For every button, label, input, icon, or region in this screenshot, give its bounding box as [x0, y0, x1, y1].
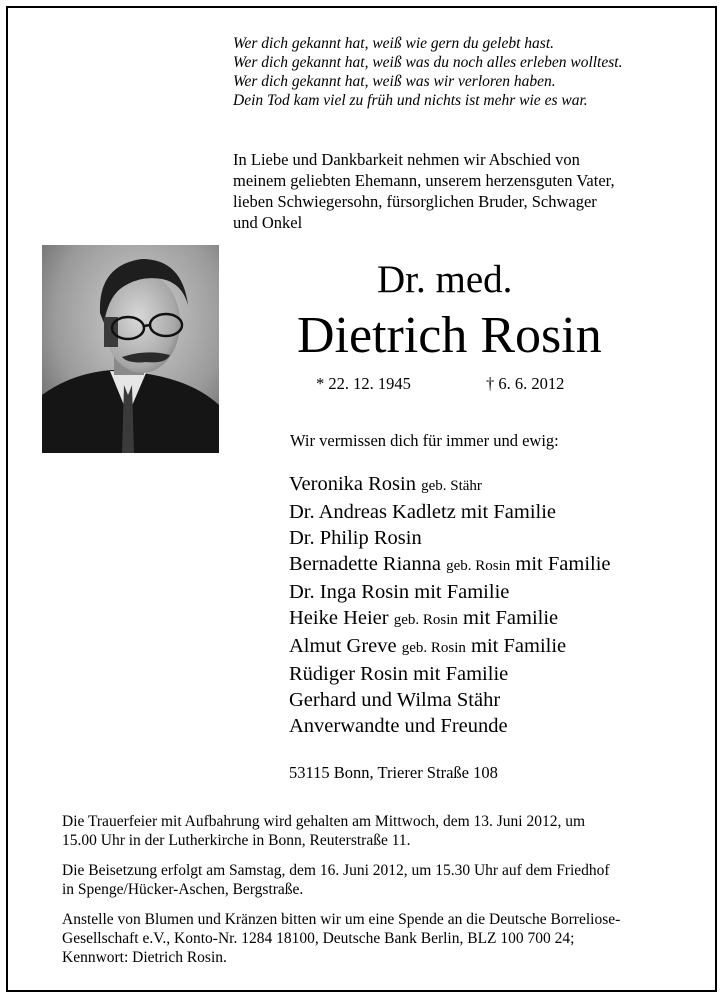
family-name: Rüdiger Rosin mit Familie: [289, 663, 509, 685]
list-item: [289, 605, 611, 633]
family-list: [289, 471, 611, 739]
portrait-illustration: [42, 245, 219, 453]
family-name: Anverwandte und Freunde: [289, 715, 508, 737]
address: 53115 Bonn, Trierer Straße 108: [289, 763, 498, 782]
list-item: [289, 525, 611, 551]
donation-line: Kennwort: Dietrich Rosin.: [62, 949, 227, 966]
intro-line: und Onkel: [233, 213, 303, 232]
list-item: [289, 687, 611, 713]
intro-line: In Liebe und Dankbarkeit nehmen wir Abschied von: [233, 150, 580, 169]
list-item: [289, 551, 611, 579]
family-name: Gerhard und Wilma Stähr: [289, 689, 501, 711]
list-item: [289, 499, 611, 525]
list-item: [289, 471, 611, 499]
intro-line: meinem geliebten Ehemann, unserem herzensguten Vater,: [233, 171, 615, 190]
poem-line: Wer dich gekannt hat, weiß was du noch alles erleben wolltest.: [233, 54, 623, 71]
list-item: [289, 579, 611, 605]
list-item: [289, 713, 611, 739]
deceased-title: Dr. med.: [377, 258, 513, 301]
funeral-line: Die Trauerfeier mit Aufbahrung wird gehalten am Mittwoch, dem 13. Juni 2012, um: [62, 813, 586, 830]
donation-line: Anstelle von Blumen und Kränzen bitten wir um eine Spende an die Deutsche Borreliose-: [62, 911, 621, 928]
poem-line: Wer dich gekannt hat, weiß was wir verloren haben.: [233, 73, 556, 90]
intro-line: lieben Schwiegersohn, fürsorglichen Bruder, Schwager: [233, 192, 597, 211]
family-name: Veronika Rosin: [289, 473, 416, 495]
death-date: † 6. 6. 2012: [486, 374, 565, 393]
deceased-name: Dietrich Rosin: [297, 307, 602, 364]
birth-date: * 22. 12. 1945: [316, 374, 411, 393]
burial-notice: [62, 861, 610, 899]
list-item: [289, 661, 611, 687]
family-suffix: mit Familie: [471, 635, 567, 657]
family-name: Bernadette Rianna: [289, 553, 441, 575]
funeral-line: 15.00 Uhr in der Lutherkirche in Bonn, Reuterstraße 11.: [62, 832, 411, 849]
family-name: Dr. Philip Rosin: [289, 527, 422, 549]
poem-line: Wer dich gekannt hat, weiß wie gern du gelebt hast.: [233, 35, 555, 52]
poem: [233, 34, 622, 110]
family-name: Dr. Andreas Kadletz mit Familie: [289, 501, 557, 523]
family-name: Heike Heier: [289, 607, 389, 629]
birth-name: geb. Rosin: [393, 612, 458, 628]
list-item: [289, 633, 611, 661]
burial-line: in Spenge/Hücker-Aschen, Bergstraße.: [62, 881, 304, 898]
poem-line: Dein Tod kam viel zu früh und nichts ist mehr wie es war.: [233, 92, 588, 109]
mourning-line: Wir vermissen dich für immer und ewig:: [290, 431, 559, 450]
birth-name: geb. Rosin: [401, 640, 466, 656]
family-name: Almut Greve: [289, 635, 397, 657]
birth-name: geb. Rosin: [446, 558, 511, 574]
intro-text: [233, 149, 615, 233]
family-name: Dr. Inga Rosin mit Familie: [289, 581, 510, 603]
family-suffix: mit Familie: [515, 553, 611, 575]
donation-notice: [62, 910, 620, 967]
family-suffix: mit Familie: [463, 607, 559, 629]
burial-line: Die Beisetzung erfolgt am Samstag, dem 16. Juni 2012, um 15.30 Uhr auf dem Friedhof: [62, 862, 610, 879]
portrait-photo: [42, 245, 219, 453]
funeral-notice: [62, 812, 585, 850]
birth-name: geb. Stähr: [421, 478, 482, 494]
donation-line: Gesellschaft e.V., Konto-Nr. 1284 18100, Deutsche Bank Berlin, BLZ 100 700 24;: [62, 930, 575, 947]
